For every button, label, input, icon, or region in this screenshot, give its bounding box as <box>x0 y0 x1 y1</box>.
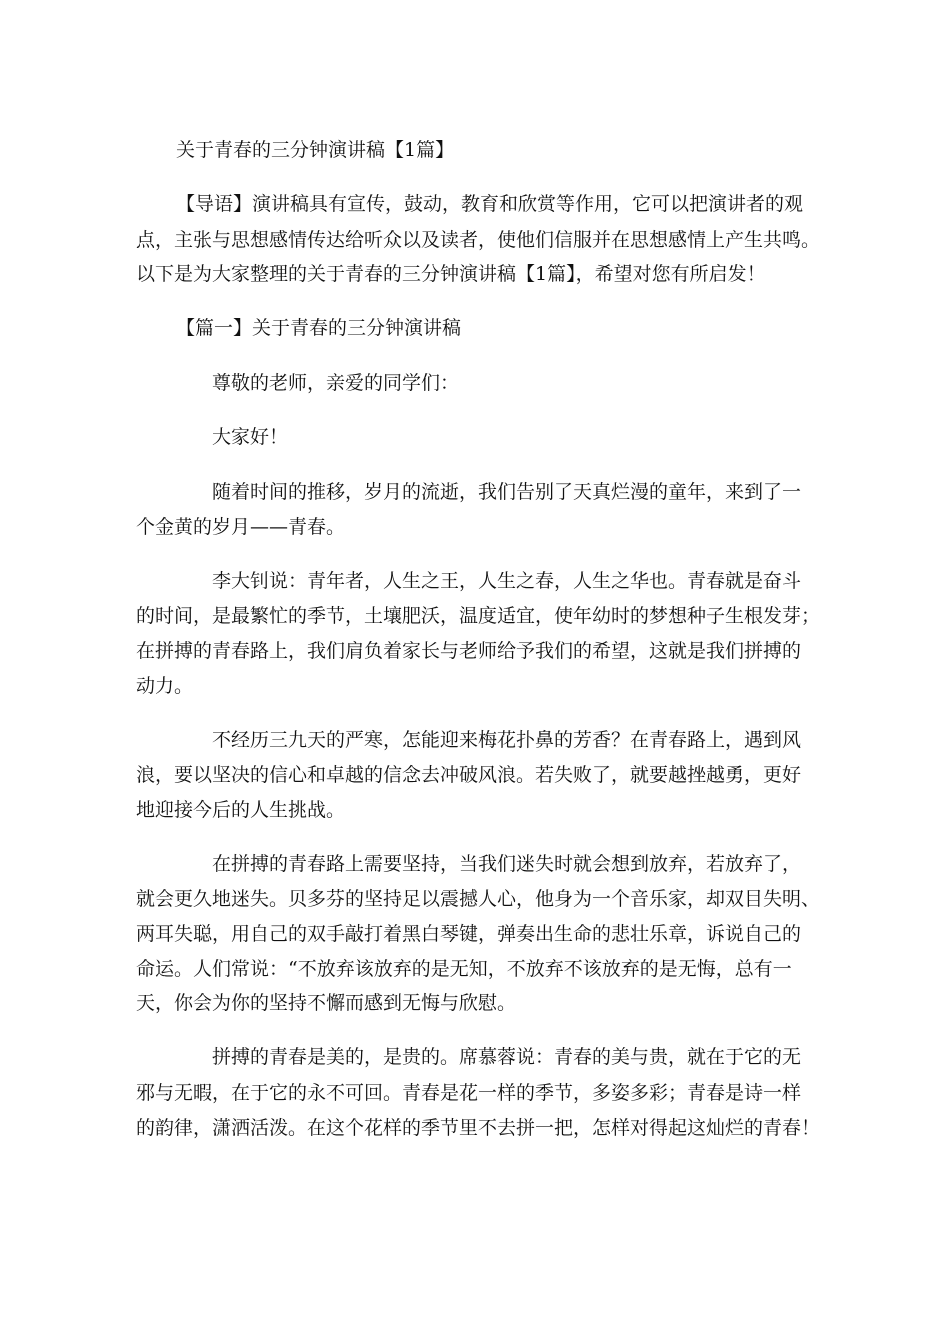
paragraph-line: 命运。人们常说：“不放弃该放弃的是无知，不放弃不该放弃的是无悔，总有一 <box>136 958 792 980</box>
paragraph-line: 不经历三九天的严寒，怎能迎来梅花扑鼻的芳香？在青春路上，遇到风 <box>212 729 802 751</box>
paragraph-line: 在拼搏的青春路上，我们肩负着家长与老师给予我们的希望，这就是我们拼搏的 <box>136 640 802 662</box>
paragraph-line: 就会更久地迷失。贝多芬的坚持足以震撼人心，他身为一个音乐家，却双目失明、 <box>136 888 821 910</box>
paragraph-line: 个金黄的岁月——青春。 <box>136 516 346 538</box>
paragraph-line: 两耳失聪，用自己的双手敲打着黑白琴键，弹奏出生命的悲壮乐章，诉说自己的 <box>136 923 802 945</box>
section-heading: 【篇一】关于青春的三分钟演讲稿 <box>176 317 462 339</box>
document-title: 关于青春的三分钟演讲稿【1篇】 <box>176 139 455 161</box>
paragraph-line: 随着时间的推移，岁月的流逝，我们告别了天真烂漫的童年，来到了一 <box>212 481 802 503</box>
paragraph-line: 李大钊说：青年者，人生之王，人生之春，人生之华也。青春就是奋斗 <box>212 570 802 592</box>
paragraph-line: 的韵律，潇洒活泼。在这个花样的季节里不去拼一把，怎样对得起这灿烂的青春！ <box>136 1117 821 1139</box>
paragraph-line: 浪，要以坚决的信心和卓越的信念去冲破风浪。若失败了，就要越挫越勇，更好 <box>136 764 802 786</box>
intro-line: 以下是为大家整理的关于青春的三分钟演讲稿【1篇】，希望对您有所启发！ <box>136 263 766 285</box>
intro-line: 【导语】演讲稿具有宣传，鼓动，教育和欣赏等作用，它可以把演讲者的观 <box>176 193 804 215</box>
paragraph-line: 天，你会为你的坚持不懈而感到无悔与欣慰。 <box>136 992 517 1014</box>
paragraph-line: 动力。 <box>136 675 194 697</box>
paragraph-line: 在拼搏的青春路上需要坚持，当我们迷失时就会想到放弃，若放弃了， <box>212 853 802 875</box>
paragraph-line: 的时间，是最繁忙的季节，土壤肥沃，温度适宜，使年幼时的梦想种子生根发芽； <box>136 605 821 627</box>
paragraph-line: 拼搏的青春是美的，是贵的。席慕蓉说：青春的美与贵，就在于它的无 <box>212 1046 802 1068</box>
intro-line: 点，主张与思想感情传达给听众以及读者，使他们信服并在思想感情上产生共鸣。 <box>136 229 821 251</box>
paragraph-line: 邪与无暇，在于它的永不可回。青春是花一样的季节，多姿多彩；青春是诗一样 <box>136 1082 802 1104</box>
greeting: 大家好！ <box>212 426 289 448</box>
salutation: 尊敬的老师，亲爱的同学们： <box>212 372 460 394</box>
paragraph-line: 地迎接今后的人生挑战。 <box>136 799 346 821</box>
